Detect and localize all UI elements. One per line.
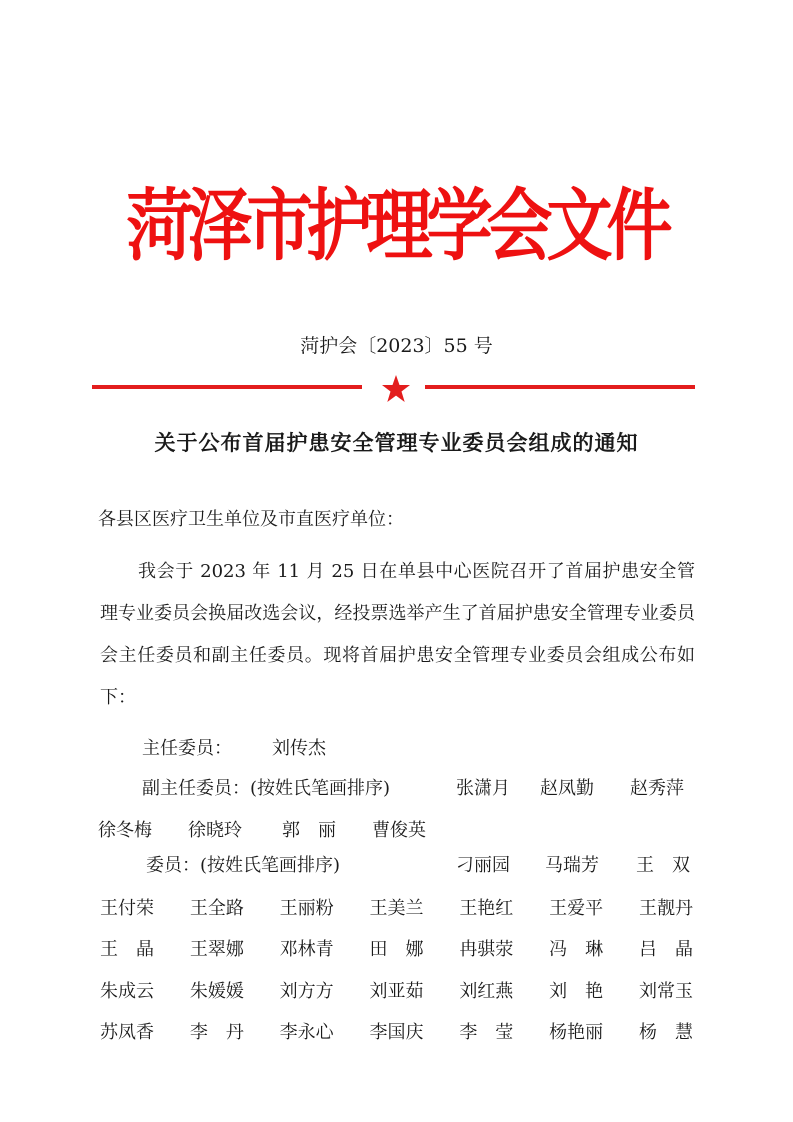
member-name: 王靓丹	[638, 898, 693, 919]
member-name: 邓林青	[279, 939, 334, 960]
member-row	[100, 937, 693, 963]
member-name: 刘 艳	[549, 981, 604, 1002]
member-row	[100, 979, 693, 1005]
vice-chair-name: 赵凤勤	[540, 778, 594, 799]
org-title: 菏泽市护理学会文件	[126, 180, 667, 272]
vice-chair-name: 曹俊英	[372, 820, 426, 841]
member-row	[100, 1020, 693, 1046]
member-name: 朱媛媛	[189, 981, 244, 1002]
member-name: 刘常玉	[638, 981, 693, 1002]
member-row	[100, 896, 693, 922]
chair-name: 刘传杰	[272, 738, 326, 759]
member-name: 刁丽园	[456, 855, 510, 876]
members-label: 委员：(按姓氏笔画排序)	[146, 855, 341, 876]
vice-chair-label: 副主任委员：(按姓氏笔画排序)	[142, 778, 391, 799]
member-name: 王爱平	[549, 898, 604, 919]
member-name: 冉骐荥	[459, 939, 514, 960]
vice-chair-name: 赵秀萍	[630, 778, 684, 799]
member-name: 王艳红	[459, 898, 514, 919]
body-paragraph: 我会于 2023 年 11 月 25 日在单县中心医院召开了首届护患安全管理专业委员会换届改选会议，经投票选举产生了首届护患安全管理专业委员会主任委员和副主任委员。现将首届护患安全管理专业委员会组成公布如下：	[100, 561, 695, 708]
member-name: 王翠娜	[189, 939, 244, 960]
vice-chair-name: 徐冬梅	[98, 820, 152, 841]
member-name: 吕 晶	[638, 939, 693, 960]
member-name: 王 晶	[100, 939, 154, 960]
member-name: 王 双	[636, 855, 690, 876]
member-name: 马瑞芳	[545, 855, 599, 876]
member-name: 李 莹	[459, 1022, 514, 1043]
red-star-icon	[381, 374, 411, 404]
member-name: 王美兰	[369, 898, 424, 919]
vice-chair-name: 张潇月	[456, 778, 510, 799]
member-name: 田 娜	[369, 939, 424, 960]
member-name: 王付荣	[100, 898, 154, 919]
member-name: 李永心	[279, 1022, 334, 1043]
salutation: 各县区医疗卫生单位及市直医疗单位：	[98, 509, 404, 530]
notice-title: 关于公布首届护患安全管理专业委员会组成的通知	[154, 431, 639, 455]
document-number: 菏护会〔2023〕55 号	[300, 335, 493, 357]
member-name: 刘亚茹	[369, 981, 424, 1002]
member-name: 杨艳丽	[549, 1022, 604, 1043]
member-name: 王丽粉	[279, 898, 334, 919]
member-name: 杨 慧	[638, 1022, 693, 1043]
member-name: 刘红燕	[459, 981, 514, 1002]
chair-label: 主任委员：	[142, 738, 232, 759]
divider-right	[425, 385, 695, 389]
vice-chair-name: 徐晓玲	[188, 820, 242, 841]
divider-left	[92, 385, 362, 389]
member-name: 朱成云	[100, 981, 154, 1002]
vice-chair-name: 郭 丽	[282, 820, 336, 841]
member-name: 冯 琳	[549, 939, 604, 960]
member-name: 王全路	[189, 898, 244, 919]
member-name: 李国庆	[369, 1022, 424, 1043]
member-name: 苏凤香	[100, 1022, 154, 1043]
member-name: 李 丹	[189, 1022, 244, 1043]
member-name: 刘方方	[279, 981, 334, 1002]
